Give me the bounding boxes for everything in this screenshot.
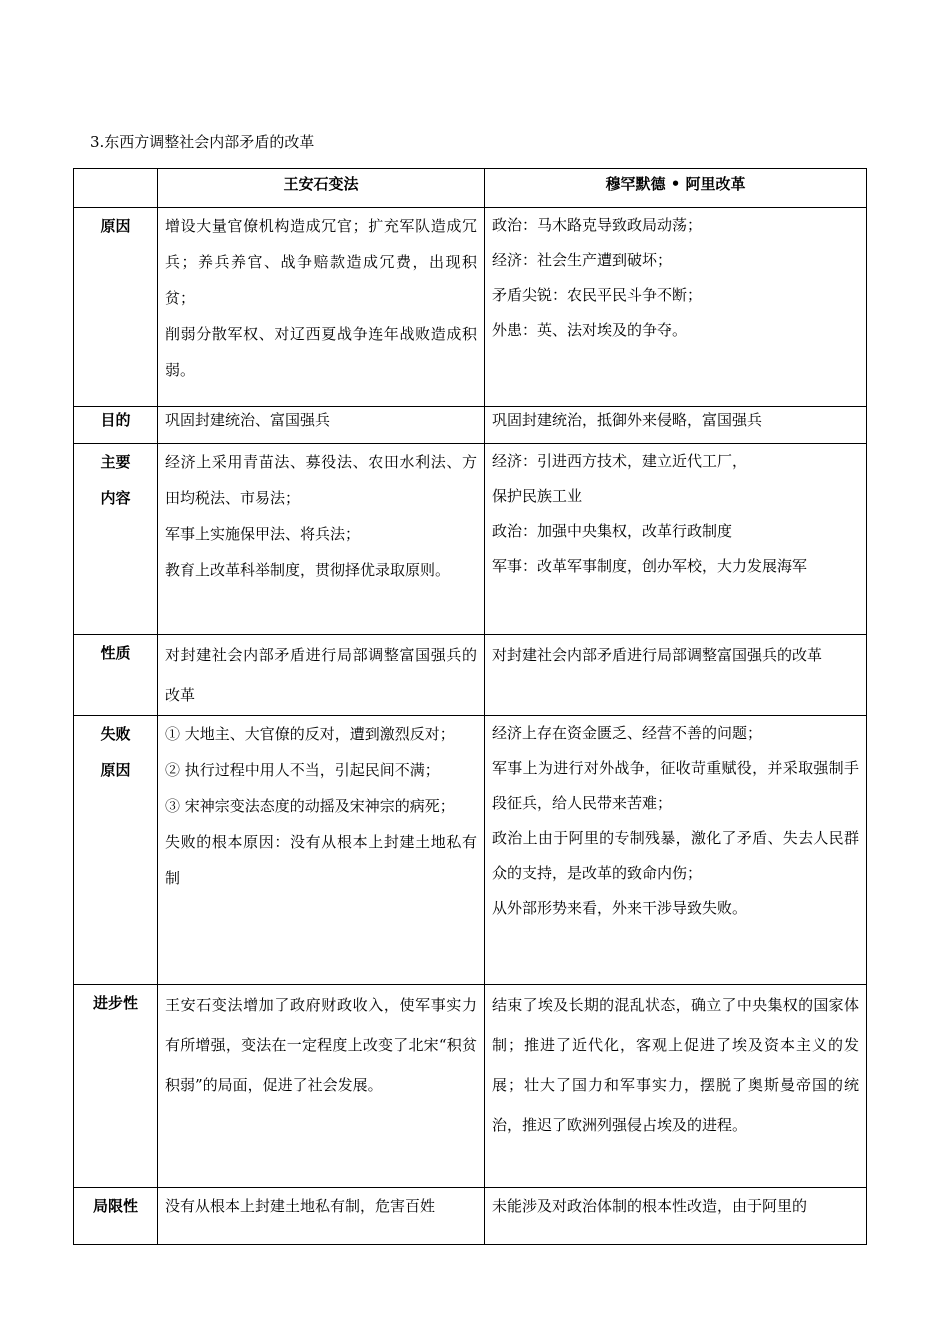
cell-text: 军事上实施保甲法、将兵法； (165, 525, 361, 543)
row-label: 目的 (74, 407, 158, 444)
cell-text: 王安石变法增加了政府财政收入，使军事实力有所增强，变法在一定程度上改变了北宋“积贫积弱”的局面，促进了社会发展。 (165, 996, 477, 1094)
wang-cell (158, 444, 485, 635)
cell-text: 增设大量官僚机构造成冗官；扩充军队造成冗兵；养兵养官、战争赔款造成冗费，出现积贫； (165, 217, 477, 307)
wang-cell (158, 1188, 485, 1245)
row-label: 失败 原因 (74, 716, 158, 985)
table-row (74, 444, 867, 635)
cell-text: 军事上为进行对外战争，征收苛重赋役，并采取强制手段征兵，给人民带来苦难； (492, 759, 859, 812)
wang-cell (158, 407, 485, 444)
cell-text: 政治：加强中央集权，改革行政制度 (492, 522, 733, 540)
table-row (74, 407, 867, 444)
ali-cell (485, 407, 867, 444)
table-row (74, 716, 867, 985)
cell-text: 军事：改革军事制度，创办军校，大力发展海军 (492, 557, 808, 575)
cell-text: 政治：马木路克导致政局动荡； (492, 216, 703, 234)
section-heading: 3.东西方调整社会内部矛盾的改革 (90, 133, 315, 151)
ali-cell (485, 208, 867, 407)
table-row (74, 635, 867, 716)
ali-cell (485, 985, 867, 1188)
cell-text: 没有从根本上封建土地私有制，危害百姓 (165, 1197, 436, 1215)
header-corner (74, 169, 158, 208)
header-wang-anshi: 王安石变法 (158, 169, 485, 208)
cell-text: 保护民族工业 (492, 487, 583, 505)
row-label: 性质 (74, 635, 158, 716)
row-label: 原因 (74, 208, 158, 407)
ali-cell (485, 444, 867, 635)
wang-cell (158, 635, 485, 716)
cell-text: 经济上采用青苗法、募役法、农田水利法、方田均税法、市易法； (165, 453, 477, 507)
cell-text: 巩固封建统治、富国强兵 (165, 411, 331, 429)
cell-text: 失败的根本原因：没有从根本上封建土地私有制 (165, 833, 477, 887)
cell-text: 外患：英、法对埃及的争夺。 (492, 321, 688, 339)
cell-text: 对封建社会内部矛盾进行局部调整富国强兵的改革 (492, 646, 823, 664)
cell-text: 经济：引进西方技术，建立近代工厂， (492, 452, 748, 470)
wang-cell (158, 985, 485, 1188)
table-row (74, 208, 867, 407)
cell-text: 经济上存在资金匮乏、经营不善的问题； (492, 724, 763, 742)
cell-text: ③ 宋神宗变法态度的动摇及宋神宗的病死； (165, 797, 455, 815)
cell-text: 结束了埃及长期的混乱状态，确立了中央集权的国家体制；推进了近代化，客观上促进了埃及资本主义的发展；壮大了国力和军事实力，摆脱了奥斯曼帝国的统治，推迟了欧洲列强侵占埃及的进程。 (492, 996, 859, 1134)
cell-text: 未能涉及对政治体制的根本性改造，由于阿里的 (492, 1197, 808, 1215)
row-label: 主要 内容 (74, 444, 158, 635)
cell-text: 从外部形势来看，外来干涉导致失败。 (492, 899, 748, 917)
comparison-table (73, 168, 867, 1245)
ali-cell (485, 1188, 867, 1245)
cell-text: 巩固封建统治，抵御外来侵略，富国强兵 (492, 411, 763, 429)
cell-text: ② 执行过程中用人不当，引起民间不满； (165, 761, 440, 779)
cell-text: 削弱分散军权、对辽西夏战争连年战败造成积弱。 (165, 325, 477, 379)
wang-cell (158, 208, 485, 407)
cell-text: 政治上由于阿里的专制残暴，激化了矛盾、失去人民群众的支持，是改革的致命内伤； (492, 829, 859, 882)
row-label: 进步性 (74, 985, 158, 1188)
ali-cell (485, 635, 867, 716)
header-muhammad-ali: 穆罕默德 • 阿里改革 (485, 169, 867, 208)
table-header-row (74, 169, 867, 208)
wang-cell (158, 716, 485, 985)
table-row (74, 1188, 867, 1245)
cell-text: 对封建社会内部矛盾进行局部调整富国强兵的改革 (165, 646, 477, 704)
row-label: 局限性 (74, 1188, 158, 1245)
cell-text: 经济：社会生产遭到破坏； (492, 251, 673, 269)
table-row (74, 985, 867, 1188)
cell-text: 矛盾尖锐：农民平民斗争不断； (492, 286, 703, 304)
cell-text: ① 大地主、大官僚的反对，遭到激烈反对； (165, 725, 455, 743)
ali-cell (485, 716, 867, 985)
cell-text: 教育上改革科举制度，贯彻择优录取原则。 (165, 561, 451, 579)
